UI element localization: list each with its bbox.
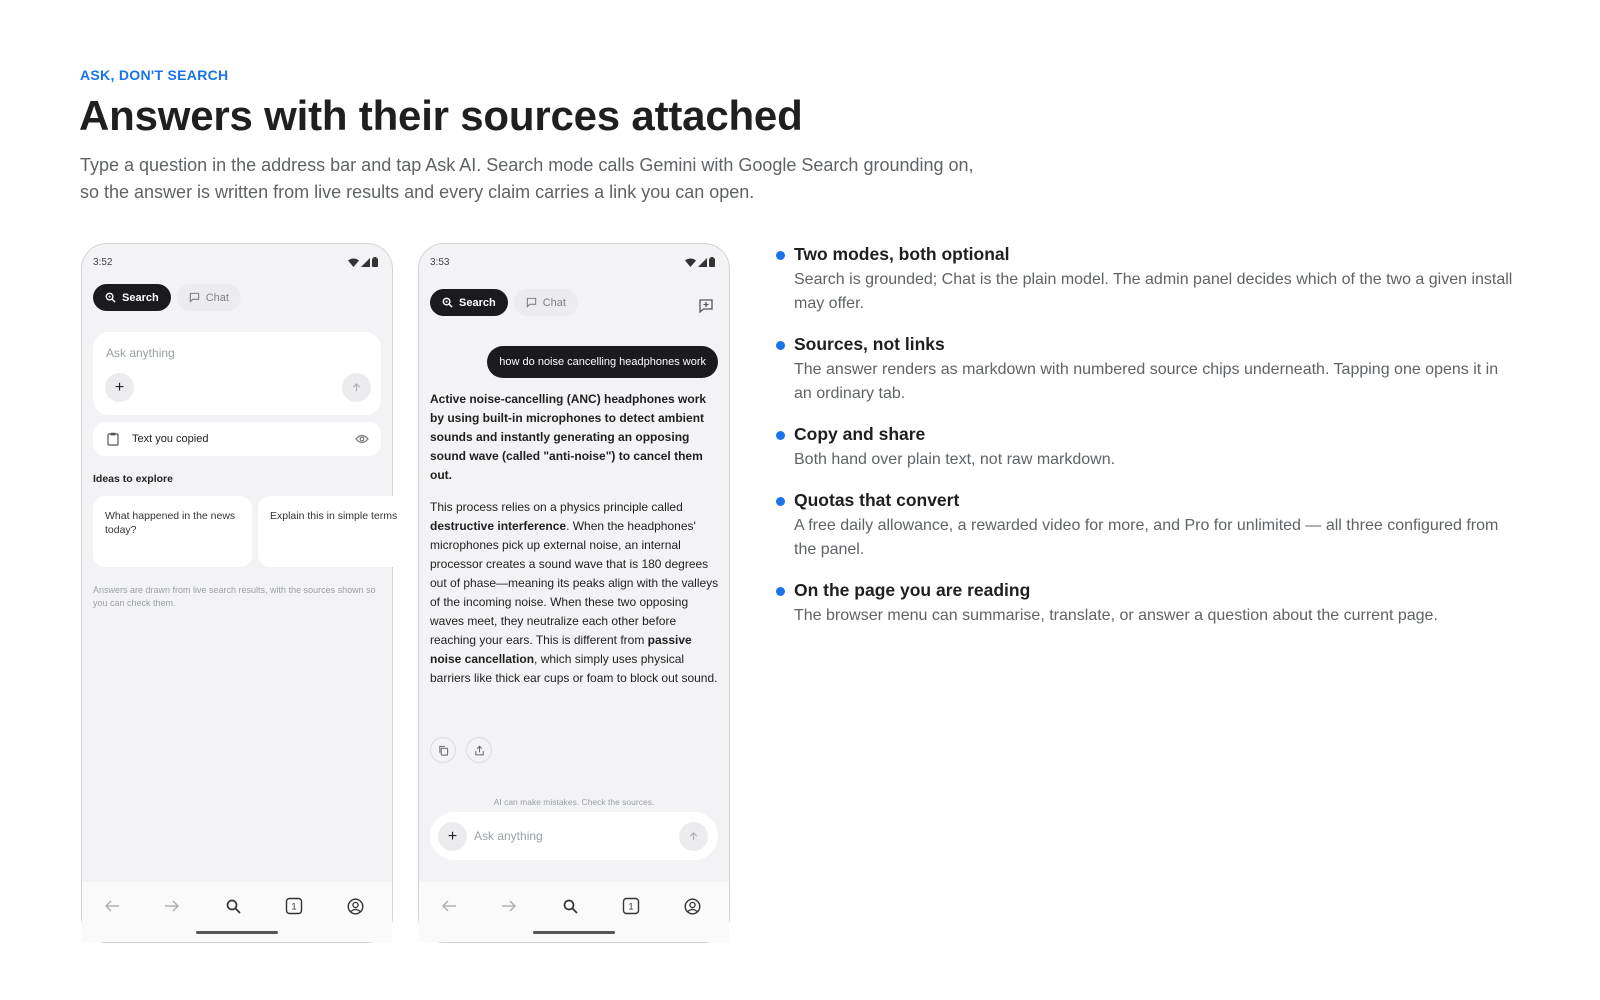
add-attachment-button[interactable] bbox=[438, 822, 467, 851]
page-title: Answers with their sources attached bbox=[79, 92, 803, 139]
answer-text: , which simply uses physical barriers like thick ear cups or foam to block out sound. bbox=[430, 652, 718, 685]
arrow-up-icon bbox=[688, 831, 699, 842]
arrow-right-icon bbox=[164, 899, 180, 913]
composer[interactable] bbox=[430, 812, 718, 860]
eyebrow: ASK, DON'T SEARCH bbox=[80, 67, 229, 83]
answer-text: This process relies on a physics principle called bbox=[430, 500, 683, 514]
feature-item bbox=[794, 333, 1514, 406]
feature-title: Copy and share bbox=[794, 424, 926, 444]
home-indicator[interactable] bbox=[533, 931, 615, 934]
disclaimer: AI can make mistakes. Check the sources. bbox=[493, 797, 655, 807]
feature-title: On the page you are reading bbox=[794, 580, 1031, 600]
mode-chat-label: Chat bbox=[205, 291, 229, 304]
feature-item bbox=[794, 489, 1514, 562]
phone-answer-screen bbox=[418, 243, 730, 943]
status-time: 3:52 bbox=[93, 257, 113, 268]
feature-item bbox=[794, 243, 1514, 316]
search-icon bbox=[563, 899, 578, 914]
copy-button[interactable] bbox=[430, 737, 456, 763]
answer-text: . When the headphones' microphones pick up external noise, an internal processor creates a sound wave that is 180 degrees out of phase—meaning its peaks align with the valleys of the incoming noise. When these two opposing waves meet, they neutralize each other before reaching your ears. This is different from bbox=[430, 519, 719, 647]
feature-title: Sources, not links bbox=[794, 334, 945, 354]
bullet-dot bbox=[776, 341, 785, 350]
footnote: Answers are drawn from live search results, with the sources shown so you can check them. bbox=[93, 585, 376, 608]
account-button[interactable] bbox=[345, 896, 365, 916]
bottom-nav bbox=[82, 882, 392, 942]
status-bar bbox=[419, 244, 729, 280]
search-icon bbox=[226, 899, 241, 914]
plus-icon: + bbox=[447, 827, 458, 845]
tabs-button[interactable] bbox=[621, 896, 641, 916]
idea-card[interactable]: What happened in the news today? bbox=[93, 496, 252, 567]
tabs-button[interactable] bbox=[284, 896, 304, 916]
bullet-dot bbox=[776, 497, 785, 506]
arrow-right-icon bbox=[501, 899, 517, 913]
feature-title: Two modes, both optional bbox=[794, 244, 1010, 264]
home-indicator[interactable] bbox=[196, 931, 278, 934]
lede: Type a question in the address bar and tap Ask AI. Search mode calls Gemini with Google Search grounding on, so the answer is written from live results and every claim carries a link you can open. bbox=[80, 155, 974, 202]
arrow-left-icon bbox=[441, 899, 457, 913]
mode-chat-label: Chat bbox=[542, 296, 566, 309]
feature-description: The browser menu can summarise, translate, or answer a question about the current page. bbox=[794, 607, 1438, 624]
account-icon bbox=[684, 898, 701, 915]
tabs-icon bbox=[285, 897, 303, 915]
bullet-dot bbox=[776, 251, 785, 260]
answer-summary: Active noise-cancelling (ANC) headphones work by using built-in microphones to detect ambient sounds and instantly generating an opposing sound wave (called "anti-noise") to cancel them out. bbox=[430, 392, 707, 482]
ask-input[interactable]: Ask anything bbox=[474, 829, 543, 843]
bullet-dot bbox=[776, 587, 785, 596]
forward-button[interactable] bbox=[499, 896, 519, 916]
phone-home-screen bbox=[81, 243, 398, 943]
tabs-icon bbox=[622, 897, 640, 915]
tab-count: 1 bbox=[291, 901, 297, 912]
search-button[interactable] bbox=[560, 896, 580, 916]
search-sparkle-icon bbox=[442, 297, 453, 308]
idea-card[interactable]: Explain this in simple terms bbox=[258, 496, 417, 567]
status-time: 3:53 bbox=[430, 257, 450, 268]
chat-bubble-icon bbox=[526, 297, 537, 308]
mode-chat-button[interactable] bbox=[514, 289, 578, 316]
mode-search-button[interactable] bbox=[430, 289, 508, 316]
ideas-heading: Ideas to explore bbox=[93, 473, 173, 485]
search-button[interactable] bbox=[223, 896, 243, 916]
mode-toggle bbox=[430, 289, 578, 316]
answer-bold-term: passive noise cancellation bbox=[430, 633, 692, 666]
send-button[interactable] bbox=[679, 822, 708, 851]
account-button[interactable] bbox=[682, 896, 702, 916]
mode-search-label: Search bbox=[122, 291, 159, 304]
status-icons bbox=[685, 257, 715, 267]
feature-item bbox=[794, 423, 1514, 472]
plus-icon: + bbox=[114, 378, 125, 396]
feature-title: Quotas that convert bbox=[794, 490, 960, 510]
arrow-left-icon bbox=[104, 899, 120, 913]
user-message: how do noise cancelling headphones work bbox=[487, 346, 718, 378]
account-icon bbox=[347, 898, 364, 915]
feature-description: Both hand over plain text, not raw markdown. bbox=[794, 451, 1116, 468]
back-button[interactable] bbox=[439, 896, 459, 916]
feature-item bbox=[794, 579, 1514, 628]
feature-description: Search is grounded; Chat is the plain model. The admin panel decides which of the two a given install may offer. bbox=[794, 271, 1513, 312]
mode-search-label: Search bbox=[459, 296, 496, 309]
wifi-icon bbox=[685, 258, 696, 267]
feature-description: A free daily allowance, a rewarded video for more, and Pro for unlimited — all three configured from the panel. bbox=[794, 517, 1499, 558]
answer-body bbox=[430, 498, 720, 688]
answer-bold-term: destructive interference bbox=[430, 519, 567, 533]
tab-count: 1 bbox=[628, 901, 634, 912]
share-icon bbox=[474, 745, 485, 756]
signal-icon bbox=[698, 258, 707, 267]
clipboard-label: Text you copied bbox=[132, 433, 209, 445]
bottom-nav bbox=[419, 882, 729, 942]
forward-button[interactable] bbox=[162, 896, 182, 916]
back-button[interactable] bbox=[102, 896, 122, 916]
copy-icon bbox=[438, 745, 449, 756]
bullet-dot bbox=[776, 431, 785, 440]
feature-description: The answer renders as markdown with numbered source chips underneath. Tapping one opens it in an ordinary tab. bbox=[794, 361, 1499, 402]
share-button[interactable] bbox=[466, 737, 492, 763]
new-chat-icon bbox=[698, 298, 714, 314]
battery-icon bbox=[709, 257, 715, 267]
new-chat-button[interactable] bbox=[698, 298, 714, 319]
ask-input[interactable]: Ask anything bbox=[106, 346, 175, 360]
